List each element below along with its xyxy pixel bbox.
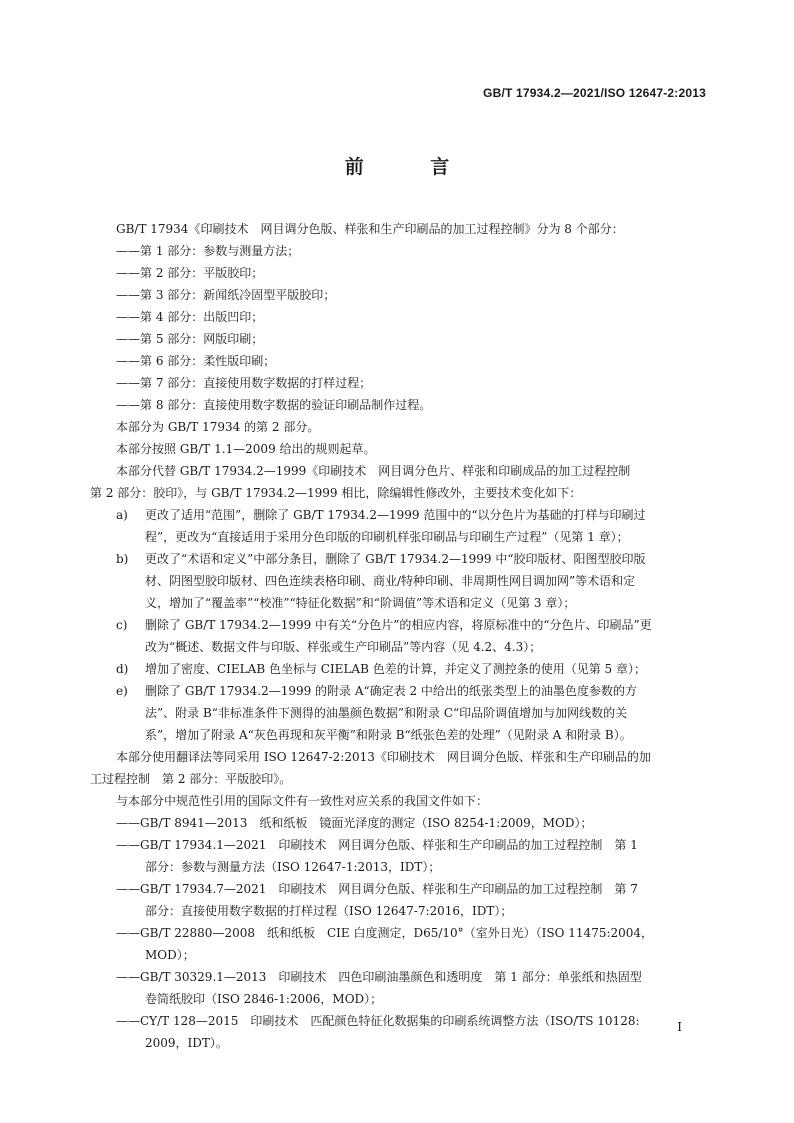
reference-item-continuation: 卷筒纸胶印（ISO 2846-1:2006，MOD）； (145, 992, 383, 1006)
item-text-continuation: 程”，更改为“直接适用于采用分色印版的印刷机样张印刷品与印刷生产过程”（见第 1 章）； (145, 530, 629, 544)
reference-item: ——GB/T 17934.7—2021 印刷技术 网目调分色版、样张和生产印刷品的加工过程控制 第 7 (116, 882, 638, 896)
list-item: ——第 7 部分：直接使用数字数据的打样过程； (116, 376, 372, 390)
paragraph: 与本部分中规范性引用的国际文件有一致性对应关系的我国文件如下： (116, 794, 489, 808)
paragraph: GB/T 17934《印刷技术 网目调分色版、样张和生产印刷品的加工过程控制》分为 8 个部分： (116, 222, 624, 236)
list-item: ——第 2 部分：平版胶印； (116, 266, 264, 280)
list-item: ——第 6 部分：柔性版印刷； (116, 354, 276, 368)
item-text: 删除了 GB/T 17934.2—1999 的附录 A“确定表 2 中给出的纸张类型上的油墨色度参数的方 (145, 684, 637, 698)
list-item: ——第 5 部分：网版印刷； (116, 332, 264, 346)
reference-item: ——GB/T 17934.1—2021 印刷技术 网目调分色版、样张和生产印刷品的加工过程控制 第 1 (116, 838, 638, 852)
reference-item: ——GB/T 8941—2013 纸和纸板 镜面光泽度的测定（ISO 8254-1:2009，MOD）； (116, 816, 593, 830)
item-text-continuation: 材、阴图型胶印版材、四色连续表格印刷、商业/特种印刷、非周期性网目调加网”等术语和定 (145, 574, 636, 588)
change-item-e (90, 680, 705, 702)
list-item: ——第 3 部分：新闻纸冷固型平版胶印； (116, 288, 336, 302)
change-item-d (90, 658, 705, 680)
list-item: ——第 4 部分：出版凹印； (116, 310, 264, 324)
item-text-continuation: 系”，增加了附录 A“灰色再现和灰平衡”和附录 B“纸张色差的处理”（见附录 A 和附录 B）。 (145, 728, 632, 742)
reference-item-continuation: 2009，IDT）。 (145, 1036, 228, 1050)
reference-item-continuation: 部分：直接使用数字数据的打样过程（ISO 12647-7:2016，IDT）； (145, 904, 513, 918)
reference-item-continuation: MOD）； (145, 948, 195, 962)
item-text: 增加了密度、CIELAB 色坐标与 CIELAB 色差的计算，并定义了测控条的使用（见第 5 章）； (145, 662, 646, 676)
item-label: d) (116, 662, 129, 676)
paragraph: 本部分使用翻译法等同采用 ISO 12647-2:2013《印刷技术 网目调分色版、样张和生产印刷品的加 (116, 750, 651, 764)
paragraph-continuation: 工过程控制 第 2 部分：平版胶印》。 (90, 772, 292, 786)
list-item: ——第 1 部分：参数与测量方法； (116, 244, 300, 258)
page-title: 前 言 (344, 156, 480, 178)
item-text-continuation: 法”、附录 B“非标准条件下测得的油墨颜色数据”和附录 C“印品阶调值增加与加网线数的关 (145, 706, 628, 720)
reference-item: ——GB/T 30329.1—2013 印刷技术 四色印刷油墨颜色和透明度 第 1 部分：单张纸和热固型 (116, 970, 642, 984)
item-label: e) (116, 684, 128, 698)
change-item-c (90, 614, 705, 636)
change-item-a (90, 504, 705, 526)
paragraph-continuation: 第 2 部分：胶印》，与 GB/T 17934.2—1999 相比，除编辑性修改外，主要技术变化如下： (90, 486, 582, 500)
document-header: GB/T 17934.2—2021/ISO 12647-2:2013 (483, 86, 706, 100)
reference-item: ——CY/T 128—2015 印刷技术 匹配颜色特征化数据集的印刷系统调整方法（ISO/TS 10128: (116, 1014, 640, 1028)
item-text: 更改了“术语和定义”中部分条目，删除了 GB/T 17934.2—1999 中“胶印版材、阳图型胶印版 (145, 552, 646, 566)
paragraph: 本部分代替 GB/T 17934.2—1999《印刷技术 网目调分色片、样张和印刷成品的加工过程控制 (116, 464, 631, 478)
list-item: ——第 8 部分：直接使用数字数据的验证印刷品制作过程。 (116, 398, 432, 412)
item-label: c) (116, 618, 128, 632)
item-text: 删除了 GB/T 17934.2—1999 中有关“分色片”的相应内容，将原标准中的“分色片、印刷品”更 (145, 618, 652, 632)
change-item-b (90, 548, 705, 570)
item-label: a) (116, 508, 128, 522)
item-text: 更改了适用“范围”，删除了 GB/T 17934.2—1999 范围中的“以分色片为基础的打样与印刷过 (145, 508, 646, 522)
page-number: I (677, 1020, 682, 1034)
item-text-continuation: 改为“概述、数据文件与印版、样张或生产印刷品”等内容（见 4.2、4.3）； (145, 640, 542, 654)
foreword-body (90, 218, 705, 1054)
item-text-continuation: 义，增加了“覆盖率”“校准”“特征化数据”和“阶调值”等术语和定义（见第 3 章）； (145, 596, 576, 610)
reference-item-continuation: 部分：参数与测量方法（ISO 12647-1:2013，IDT）； (145, 860, 441, 874)
paragraph: 本部分按照 GB/T 1.1—2009 给出的规则起草。 (116, 442, 376, 456)
item-label: b) (116, 552, 129, 566)
reference-item: ——GB/T 22880—2008 纸和纸板 CIE 白度测定，D65/10°（室外日光）（ISO 11475:2004， (116, 926, 654, 940)
paragraph: 本部分为 GB/T 17934 的第 2 部分。 (116, 420, 320, 434)
